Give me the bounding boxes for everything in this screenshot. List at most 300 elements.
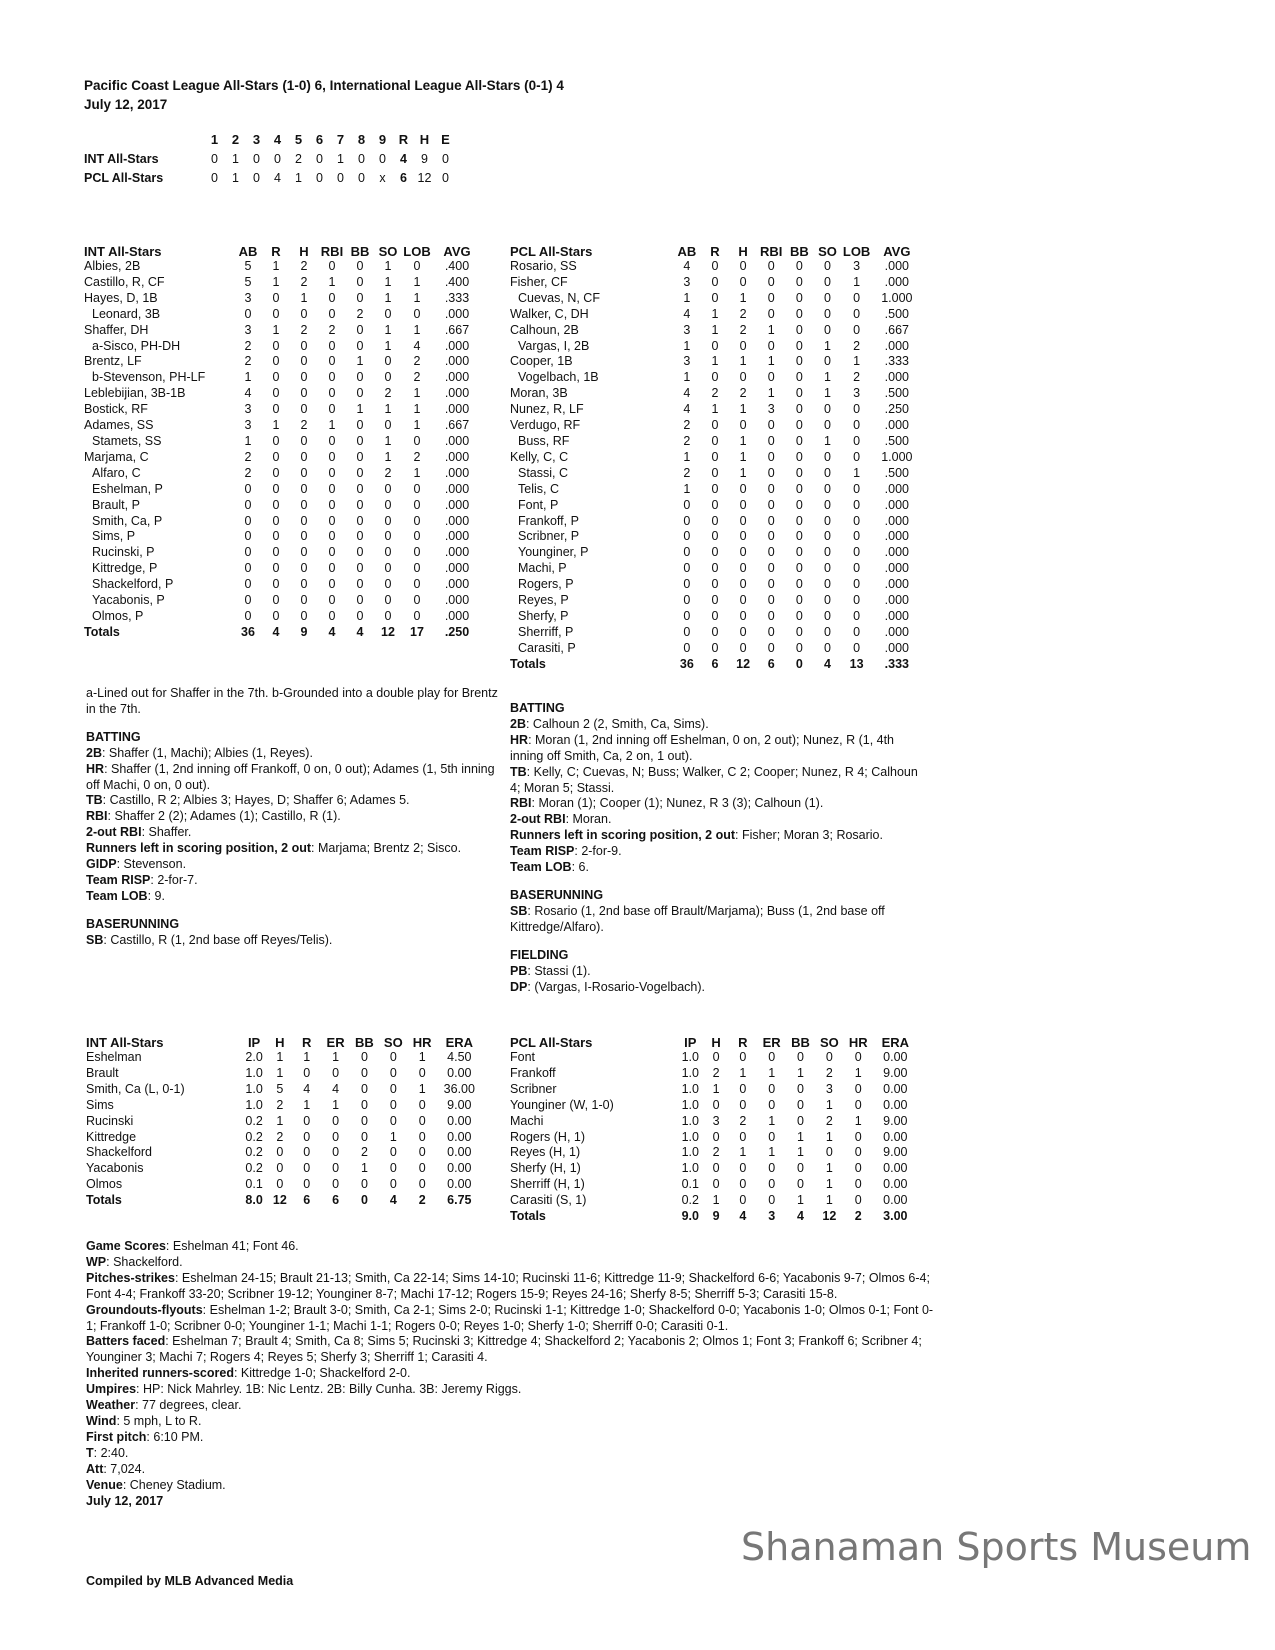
int-pitching-total: 4 (389, 1193, 397, 1208)
pcl-batting-player: Cuevas, N, CF (518, 290, 600, 305)
int-pitching-stat: 0 (276, 1161, 284, 1176)
int-batting-stat: .000 (444, 593, 470, 608)
pcl-batting-stat: 0 (683, 497, 691, 512)
int-batting-stat: .000 (444, 433, 470, 448)
linescore-cell: x (379, 170, 386, 185)
int-pitching-col-header: SO (383, 1034, 403, 1050)
pcl-pitching-stat: 3 (825, 1081, 833, 1096)
int-batting-table (84, 243, 482, 641)
pcl-batting-stat: 0 (739, 593, 747, 608)
pcl-batting-stat: 0 (823, 513, 831, 528)
int-batting-stat: 0 (328, 608, 336, 623)
int-batting-stat: 0 (328, 402, 336, 417)
int-batting-stat: 2 (328, 322, 336, 337)
int-batting-stat: 1 (413, 402, 421, 417)
int-batting-stat: 0 (384, 513, 392, 528)
int-notes (86, 686, 498, 949)
pcl-batting-stat: 0 (823, 481, 831, 496)
linescore-cell: 0 (253, 151, 260, 166)
int-batting-col-header: SO (378, 243, 398, 259)
game-info-item-key: Inherited runners-scored (86, 1366, 234, 1381)
int-batting-stat: 0 (244, 608, 252, 623)
pcl-pitching-stat: 9.00 (883, 1145, 908, 1160)
game-info-item-value: : Kittredge 1-0; Shackelford 2-0. (233, 1366, 411, 1381)
int-batting-stat: 0 (244, 593, 252, 608)
pcl-pitching-stat: 0 (797, 1050, 804, 1064)
pcl-batting-stat: 0 (795, 449, 803, 464)
pcl-pitching-stat: 0 (712, 1177, 720, 1192)
pcl-batting-stat: 0 (711, 624, 719, 639)
int-batting-stat: 0 (272, 545, 280, 560)
pcl-pitching-stat: 2 (712, 1065, 720, 1080)
pcl-batting-note-value: : Calhoun 2 (2, Smith, Ca, Sims). (525, 716, 709, 731)
int-pitching-stat: 0.2 (245, 1145, 263, 1160)
pcl-batting-stat: 0 (795, 593, 803, 608)
pcl-batting-stat: 0 (823, 259, 831, 273)
int-batting-stat: 0 (328, 513, 336, 528)
pcl-batting-stat: 0 (795, 529, 803, 544)
int-pitching-stat: 4 (303, 1081, 311, 1096)
int-batting-note (86, 793, 498, 809)
pcl-batting-row (510, 514, 922, 530)
int-pitching-total: 12 (272, 1193, 287, 1208)
linescore-team: INT All-Stars (84, 151, 159, 166)
int-batting-stat: 0 (328, 561, 336, 576)
linescore-col-header: 3 (252, 132, 261, 147)
int-batting-note-key: RBI (86, 809, 108, 824)
int-batting-stat: 4 (413, 338, 421, 353)
pcl-batting-stat: 0 (853, 577, 861, 592)
int-batting-note (86, 746, 498, 762)
int-batting-stat: 0 (356, 561, 364, 576)
pcl-pitching-row (510, 1130, 918, 1146)
pcl-pitching-stat: 1 (712, 1081, 720, 1096)
pcl-pitching-stat: 0.00 (883, 1161, 908, 1176)
pcl-batting-stat: 0 (711, 418, 719, 433)
pcl-batting-stat: 1 (739, 290, 747, 305)
pcl-batting-stat: 0 (739, 259, 747, 273)
int-batting-stat: 0 (384, 593, 392, 608)
pcl-batting-stat: 0 (767, 274, 775, 289)
pcl-batting-heading: BATTING (510, 701, 565, 715)
pcl-batting-total: 6 (711, 656, 719, 671)
int-batting-row (84, 529, 482, 545)
int-pitching-player: Olmos (86, 1177, 123, 1192)
pcl-pitching-stat: 1 (797, 1145, 804, 1160)
int-batting-stat: .000 (444, 306, 470, 321)
int-batting-stat: 1 (328, 418, 336, 433)
pcl-batting-total: 6 (767, 656, 775, 671)
int-batting-stat: 0 (384, 529, 392, 544)
pcl-pitching-stat: 0 (739, 1050, 747, 1064)
game-info-item (86, 1478, 938, 1494)
pcl-batting-stat: 0 (795, 386, 803, 401)
int-pitching-stat: 0 (418, 1065, 426, 1080)
int-batting-stat: .667 (444, 418, 470, 433)
int-pitching-stat: 1 (418, 1050, 426, 1064)
int-pitching-stat: 0 (276, 1145, 284, 1160)
pcl-batting-stat: 1 (853, 465, 861, 480)
int-batting-row (84, 402, 482, 418)
pcl-pitching-stat: 0 (797, 1097, 804, 1112)
int-batting-player: b-Stevenson, PH-LF (92, 370, 206, 385)
pcl-batting-stat: 0 (739, 529, 747, 544)
int-batting-stat: 0 (384, 561, 392, 576)
int-batting-player: Shackelford, P (92, 577, 174, 592)
pcl-batting-stat: 0 (795, 274, 803, 289)
pcl-batting-team-header: PCL All-Stars (510, 243, 593, 259)
int-batting-stat: 0 (300, 593, 308, 608)
int-pitching-stat: 0 (389, 1050, 397, 1064)
pcl-pitching-col-header: SO (819, 1034, 839, 1050)
int-batting-stat: .000 (444, 449, 470, 464)
pcl-pitching-stat: 1 (712, 1193, 720, 1208)
pcl-batting-stat: .500 (884, 306, 909, 321)
int-batting-stat: 0 (384, 418, 392, 433)
pcl-batting-player: Fisher, CF (510, 274, 568, 289)
pcl-pitching-stat: 0 (854, 1145, 862, 1160)
pcl-pitching-row (510, 1098, 918, 1114)
int-batting-row (84, 514, 482, 530)
pcl-pitching-stat: 2 (712, 1145, 720, 1160)
linescore-cell: 12 (417, 170, 432, 185)
int-pitching-row (86, 1066, 482, 1082)
int-baserunning-note-value: : Castillo, R (1, 2nd base off Reyes/Telis). (103, 932, 333, 947)
int-batting-stat: 1 (384, 290, 392, 305)
int-batting-stat: 0 (272, 386, 280, 401)
pcl-batting-stat: 0 (767, 513, 775, 528)
int-batting-row (84, 545, 482, 561)
int-batting-stat: 0 (244, 481, 252, 496)
int-batting-note-value: : Shaffer (1, Machi); Albies (1, Reyes). (101, 745, 313, 760)
int-batting-col-header: AB (238, 243, 258, 259)
int-batting-player: Leblebijian, 3B-1B (84, 386, 186, 401)
pcl-pitching-stat: 0.00 (883, 1097, 908, 1112)
int-batting-stat: 2 (300, 274, 308, 289)
int-batting-total: 4 (272, 624, 280, 639)
pcl-batting-stat: .333 (884, 354, 909, 369)
int-batting-stat: 0 (272, 481, 280, 496)
pcl-batting-stat: 0 (767, 561, 775, 576)
pcl-batting-stat: 0 (853, 529, 861, 544)
pcl-batting-stat: 0 (739, 608, 747, 623)
int-batting-stat: 0 (356, 322, 364, 337)
pcl-batting-player: Rogers, P (518, 577, 574, 592)
linescore-row (84, 168, 456, 187)
int-pitching-total: 8.0 (245, 1193, 263, 1208)
pcl-batting-total: 36 (679, 656, 694, 671)
int-pitching-stat: 1 (276, 1050, 284, 1064)
pcl-batting-stat: 0 (711, 370, 719, 385)
int-baserunning-note (86, 933, 498, 949)
pcl-batting-player: Moran, 3B (510, 386, 568, 401)
int-batting-heading: BATTING (86, 729, 141, 744)
pcl-pitching-stat: 0 (854, 1097, 862, 1112)
int-pitching-player: Shackelford (86, 1145, 153, 1160)
pcl-batting-stat: 2 (739, 306, 747, 321)
int-batting-stat: 0 (272, 306, 280, 321)
pcl-fielding-note-value: : (Vargas, I-Rosario-Vogelbach). (527, 979, 705, 994)
int-batting-stat: 0 (272, 577, 280, 592)
pcl-pitching-stat: 1 (825, 1177, 833, 1192)
linescore-cell: 0 (379, 151, 386, 166)
int-batting-stat: 2 (413, 449, 421, 464)
pcl-pitching-stat: 0 (797, 1177, 804, 1192)
pcl-pitching-stat: 0 (768, 1177, 776, 1192)
pcl-batting-stat: 0 (767, 370, 775, 385)
pcl-batting-stat: 0 (795, 577, 803, 592)
int-batting-stat: 0 (328, 577, 336, 592)
int-batting-player: Alfaro, C (92, 465, 141, 480)
int-batting-stat: 0 (413, 513, 421, 528)
pcl-batting-player: Kelly, C, C (510, 449, 569, 464)
int-batting-stat: 1 (272, 322, 280, 337)
int-pitching-stat: 0 (360, 1113, 368, 1128)
pcl-batting-stat: 0 (711, 481, 719, 496)
pcl-batting-row (510, 323, 922, 339)
game-info-item-value: : 6:10 PM. (146, 1429, 204, 1444)
linescore-col-header: 6 (315, 132, 324, 147)
pcl-batting-stat: 0 (853, 640, 861, 655)
pcl-batting-player: Cooper, 1B (510, 354, 573, 369)
pcl-batting-note-value: : Fisher; Moran 3; Rosario. (735, 828, 883, 843)
pcl-batting-stat: 1 (767, 386, 775, 401)
pcl-batting-stat: 0 (767, 593, 775, 608)
int-batting-note-value: : Stevenson. (116, 857, 187, 872)
pcl-batting-stat: 1 (683, 338, 691, 353)
pcl-pitching-header-row (510, 1034, 918, 1050)
linescore-table (84, 130, 456, 187)
pcl-batting-stat: 0 (853, 481, 861, 496)
int-batting-stat: 0 (328, 370, 336, 385)
pcl-pitching-stat: 2 (739, 1113, 747, 1128)
int-batting-stat: 0 (244, 497, 252, 512)
int-batting-stat: 2 (300, 322, 308, 337)
pcl-batting-stat: .000 (884, 545, 909, 560)
int-batting-stat: 0 (356, 418, 364, 433)
int-pitching-stat: 0 (389, 1081, 397, 1096)
int-batting-stat: 0 (272, 513, 280, 528)
int-batting-stat: 0 (356, 497, 364, 512)
pcl-batting-stat: 0 (795, 338, 803, 353)
pcl-pitching-player: Frankoff (510, 1065, 556, 1080)
pcl-batting-stat: 0 (683, 529, 691, 544)
pcl-batting-stat: 0 (739, 481, 747, 496)
pcl-batting-row (510, 339, 922, 355)
int-batting-stat: 0 (413, 561, 421, 576)
int-batting-player: Brentz, LF (84, 354, 142, 369)
pcl-batting-stat: 1 (823, 433, 831, 448)
pcl-batting-stat: 4 (683, 402, 691, 417)
int-batting-row (84, 561, 482, 577)
pcl-batting-stat: 0 (739, 418, 747, 433)
int-batting-col-header: AVG (443, 243, 471, 259)
int-batting-stat: 0 (300, 402, 308, 417)
pcl-batting-stat: 1 (683, 449, 691, 464)
pcl-batting-stat: 0 (767, 449, 775, 464)
int-pitching-stat: 0 (360, 1050, 368, 1064)
int-pitching-stat: 0.2 (245, 1113, 263, 1128)
int-batting-stat: 0 (272, 561, 280, 576)
int-batting-stat: 0 (328, 529, 336, 544)
pcl-pitching-stat: 1.0 (681, 1097, 699, 1112)
pcl-pitching-player: Carasiti (S, 1) (510, 1193, 587, 1208)
pcl-pitching-col-header: ERA (881, 1034, 910, 1050)
int-batting-stat: 0 (244, 577, 252, 592)
int-batting-stat: .000 (444, 386, 470, 401)
int-pitching-stat: 4.50 (447, 1050, 472, 1064)
int-pitching-stat: 0 (360, 1081, 368, 1096)
int-batting-stat: 0 (356, 370, 364, 385)
linescore-cell: 4 (274, 170, 281, 185)
pcl-pitching-row (510, 1161, 918, 1177)
pcl-batting-stat: .000 (884, 338, 909, 353)
game-info-item-value: : 77 degrees, clear. (135, 1398, 242, 1413)
pcl-pitching-stat: 0 (712, 1129, 720, 1144)
pcl-baserunning-note (510, 904, 922, 936)
linescore-cell: 0 (316, 170, 323, 185)
pcl-pitching-stat: 1.0 (681, 1129, 699, 1144)
int-batting-row (84, 307, 482, 323)
pcl-batting-stat: 0 (767, 418, 775, 433)
int-batting-player: Adames, SS (84, 418, 154, 433)
pcl-batting-stat: 0 (767, 497, 775, 512)
pcl-batting-totals-row (510, 657, 922, 673)
pcl-pitching-total: 9 (712, 1209, 720, 1224)
int-batting-stat: 0 (244, 545, 252, 560)
int-pitching-stat: 0 (360, 1065, 368, 1080)
pcl-batting-stat: 0 (823, 577, 831, 592)
int-batting-stat: .000 (444, 497, 470, 512)
linescore-col-header: 8 (357, 132, 366, 147)
pcl-pitching-stat: 2 (825, 1065, 833, 1080)
pcl-batting-stat: 0 (853, 513, 861, 528)
int-pitching-stat: 0 (389, 1161, 397, 1176)
pcl-batting-stat: 0 (711, 338, 719, 353)
pcl-batting-note-key: 2B (510, 716, 526, 731)
int-pitching-stat: 0.00 (447, 1065, 472, 1080)
pcl-pitching-stat: 0 (768, 1097, 776, 1112)
int-batting-row (84, 577, 482, 593)
int-pitching-stat: 0 (360, 1177, 368, 1192)
int-batting-stat: 0 (300, 370, 308, 385)
pcl-batting-stat: 2 (683, 465, 691, 480)
pcl-pitching-stat: 0 (854, 1177, 862, 1192)
pcl-pitching-stat: 1 (739, 1145, 747, 1160)
pcl-pitching-col-header: ER (762, 1034, 781, 1050)
game-date: July 12, 2017 (84, 97, 168, 112)
int-batting-note-key: TB (86, 793, 103, 808)
pcl-batting-stat: 0 (767, 529, 775, 544)
pcl-batting-stat: 1 (711, 402, 719, 417)
game-info-item (86, 1462, 938, 1478)
int-batting-stat: 1 (356, 354, 364, 369)
pcl-batting-stat: 3 (767, 402, 775, 417)
game-info-item-value: : Eshelman 41; Font 46. (165, 1239, 299, 1253)
int-batting-player: Rucinski, P (92, 545, 155, 560)
pcl-batting-total: 13 (849, 656, 864, 671)
pcl-pitching-row (510, 1114, 918, 1130)
pcl-batting-stat: 0 (853, 433, 861, 448)
int-batting-stat: 3 (244, 418, 252, 433)
linescore-cell: 0 (358, 151, 365, 166)
int-pitching-stat: 2 (276, 1129, 284, 1144)
game-info-item-key: Venue (86, 1477, 123, 1492)
pcl-pitching-total: 3.00 (883, 1209, 908, 1224)
pcl-batting-stat: 0 (795, 259, 803, 273)
int-pitching-player: Rucinski (86, 1113, 134, 1128)
int-pitching-stat: 2 (276, 1097, 284, 1112)
int-batting-note (86, 825, 498, 841)
pcl-baserunning-note-key: SB (510, 903, 528, 918)
game-info-item-value: : Cheney Stadium. (122, 1477, 226, 1492)
pcl-batting-stat: 0 (795, 513, 803, 528)
int-batting-stat: 3 (244, 322, 252, 337)
int-batting-stat: 0 (328, 593, 336, 608)
pcl-batting-player: Frankoff, P (518, 513, 579, 528)
pcl-pitching-stat: 2 (825, 1113, 833, 1128)
pcl-batting-row (510, 259, 922, 275)
pcl-batting-row (510, 450, 922, 466)
pcl-batting-stat: 2 (739, 322, 747, 337)
pcl-batting-stat: 0 (711, 545, 719, 560)
game-info-item-value: : Eshelman 1-2; Brault 3-0; Smith, Ca 2-1; Sims 2-0; Rucinski 1-1; Kittredge 1-0; Shackelford 0-0; Yacabonis 1-0; Olmos 0-1; Font 0-1; Frankoff 1-0; Scribner 0-0; Younginer 1-1; Machi 1-1; Rogers 0-0; Reyes 1-0; Sherfy 1-0; Sherriff 0-0; Carasiti 0-1. (86, 1302, 934, 1333)
pcl-pitching-stat: 0 (739, 1161, 747, 1176)
int-pitching-stat: 0.00 (447, 1161, 472, 1176)
int-batting-stat: 1 (272, 274, 280, 289)
int-pitching-player: Kittredge (86, 1129, 137, 1144)
pcl-batting-stat: 0 (823, 640, 831, 655)
pcl-batting-stat: 0 (823, 449, 831, 464)
pcl-batting-row (510, 370, 922, 386)
pcl-batting-stat: 0 (853, 449, 861, 464)
int-batting-stat: 1 (413, 465, 421, 480)
pcl-pitching-stat: 0 (797, 1161, 804, 1176)
game-info-item-value: : HP: Nick Mahrley. 1B: Nic Lentz. 2B: Billy Cunha. 3B: Jeremy Riggs. (136, 1382, 522, 1397)
pcl-pitching-stat: 1 (854, 1113, 862, 1128)
pcl-batting-note-value: : 2-for-9. (574, 844, 622, 859)
pcl-batting-stat: 4 (683, 306, 691, 321)
int-batting-stat: 0 (413, 608, 421, 623)
int-pitching-player: Brault (86, 1065, 119, 1080)
int-batting-stat: 0 (356, 259, 364, 273)
int-batting-stat: 0 (384, 370, 392, 385)
pcl-batting-stat: 0 (823, 306, 831, 321)
int-pitching-stat: 0 (332, 1129, 340, 1144)
int-batting-stat: 1 (272, 418, 280, 433)
int-batting-stat: 2 (413, 354, 421, 369)
int-pitching-stat: 4 (332, 1081, 340, 1096)
game-info-date: July 12, 2017 (86, 1493, 164, 1508)
int-batting-stat: .000 (444, 545, 470, 560)
int-pitching-stat: 36.00 (443, 1081, 475, 1096)
pcl-batting-stat: 0 (795, 402, 803, 417)
pcl-batting-stat: .000 (884, 624, 909, 639)
int-pitching-stat: 0.1 (245, 1177, 263, 1192)
pcl-batting-note (510, 765, 922, 797)
int-batting-stat: 2 (244, 338, 252, 353)
game-info-item-key: Game Scores (86, 1239, 166, 1253)
int-batting-stat: .667 (444, 322, 470, 337)
int-batting-stat: 0 (300, 497, 308, 512)
int-batting-stat: 0 (384, 545, 392, 560)
pcl-batting-note (510, 844, 922, 860)
int-batting-stat: 3 (244, 290, 252, 305)
game-info-item (86, 1303, 938, 1335)
int-batting-player: Bostick, RF (84, 402, 148, 417)
linescore-col-header: 7 (336, 132, 345, 147)
int-pitching-col-header: H (275, 1034, 285, 1050)
